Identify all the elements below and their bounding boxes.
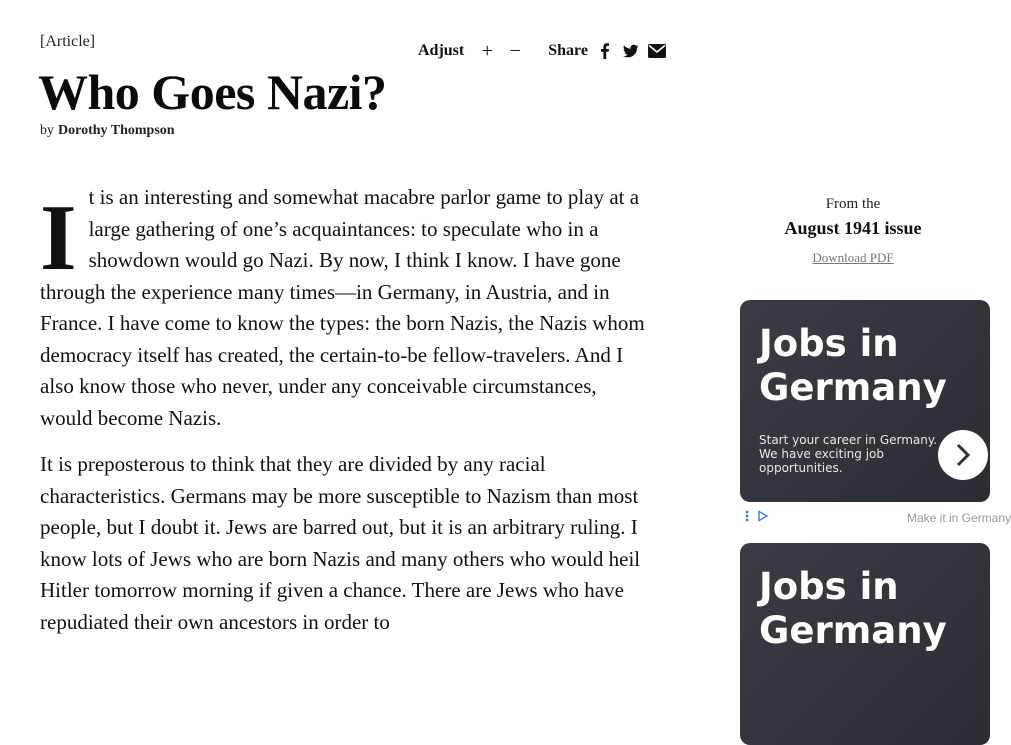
increase-text-size-button[interactable]: + <box>481 40 493 62</box>
author-link[interactable]: Dorothy Thompson <box>58 123 175 138</box>
twitter-icon[interactable] <box>622 42 640 60</box>
facebook-icon[interactable] <box>596 42 614 60</box>
issue-from-label: From the <box>825 196 881 212</box>
share-label: Share <box>548 42 588 59</box>
ad-banner-second[interactable] <box>740 543 966 652</box>
email-icon[interactable] <box>648 42 666 60</box>
ad-title: Jobs in Germany <box>759 565 947 652</box>
adjust-label: Adjust <box>418 42 465 59</box>
ad-card[interactable] <box>740 300 990 502</box>
drop-cap: I <box>40 186 77 290</box>
byline-prefix: by <box>40 123 54 138</box>
ad-options-icon[interactable] <box>745 510 749 522</box>
chevron-right-icon <box>955 443 971 467</box>
adchoices-icon[interactable] <box>757 510 769 522</box>
article-toolbar <box>418 42 674 60</box>
ad-banner[interactable] <box>740 300 966 510</box>
ad-subtitle: Start your career in Germany. We have exciting job opportunities. <box>759 433 938 475</box>
byline <box>40 123 175 139</box>
issue-name[interactable]: August 1941 issue <box>784 218 922 238</box>
article-body <box>40 182 645 653</box>
article-title: Who Goes Nazi? <box>38 64 387 120</box>
paragraph <box>40 182 645 434</box>
article-kicker: [Article] <box>40 33 96 50</box>
ad-advertiser-label[interactable]: Make it in Germany <box>907 511 1011 525</box>
ad-card[interactable] <box>740 543 990 745</box>
download-pdf-link[interactable]: Download PDF <box>812 250 894 265</box>
decrease-text-size-button[interactable]: − <box>509 40 521 62</box>
issue-info <box>740 196 966 267</box>
ad-next-button[interactable] <box>938 430 988 480</box>
paragraph: It is preposterous to think that they are divided by any racial characteristics. Germans may be more susceptible to Nazism than most people, but I doubt it. Jews are barred out, but it is an arbitrary ruling. I know lots of Jews who are born Nazis and many others who would heil Hitler tomorrow morning if given a chance. There are Jews who have repudiated their own ancestors in order to <box>40 452 641 634</box>
ad-footer <box>740 508 1011 526</box>
paragraph-text: t is an interesting and somewhat macabre parlor game to play at a large gathering of one’s acquaintances: to speculate who in a showdown would go Nazi. By now, I think I know. I have gone through the experience many times—in Germany, in Austria, and in France. I have come to know the types: the born Nazis, the Nazis whom democracy itself has created, the certain-to-be fellow-travelers. And I also know those who never, under any conceivable circumstances, would become Nazis. <box>40 185 645 430</box>
ad-title: Jobs in Germany <box>759 322 947 409</box>
